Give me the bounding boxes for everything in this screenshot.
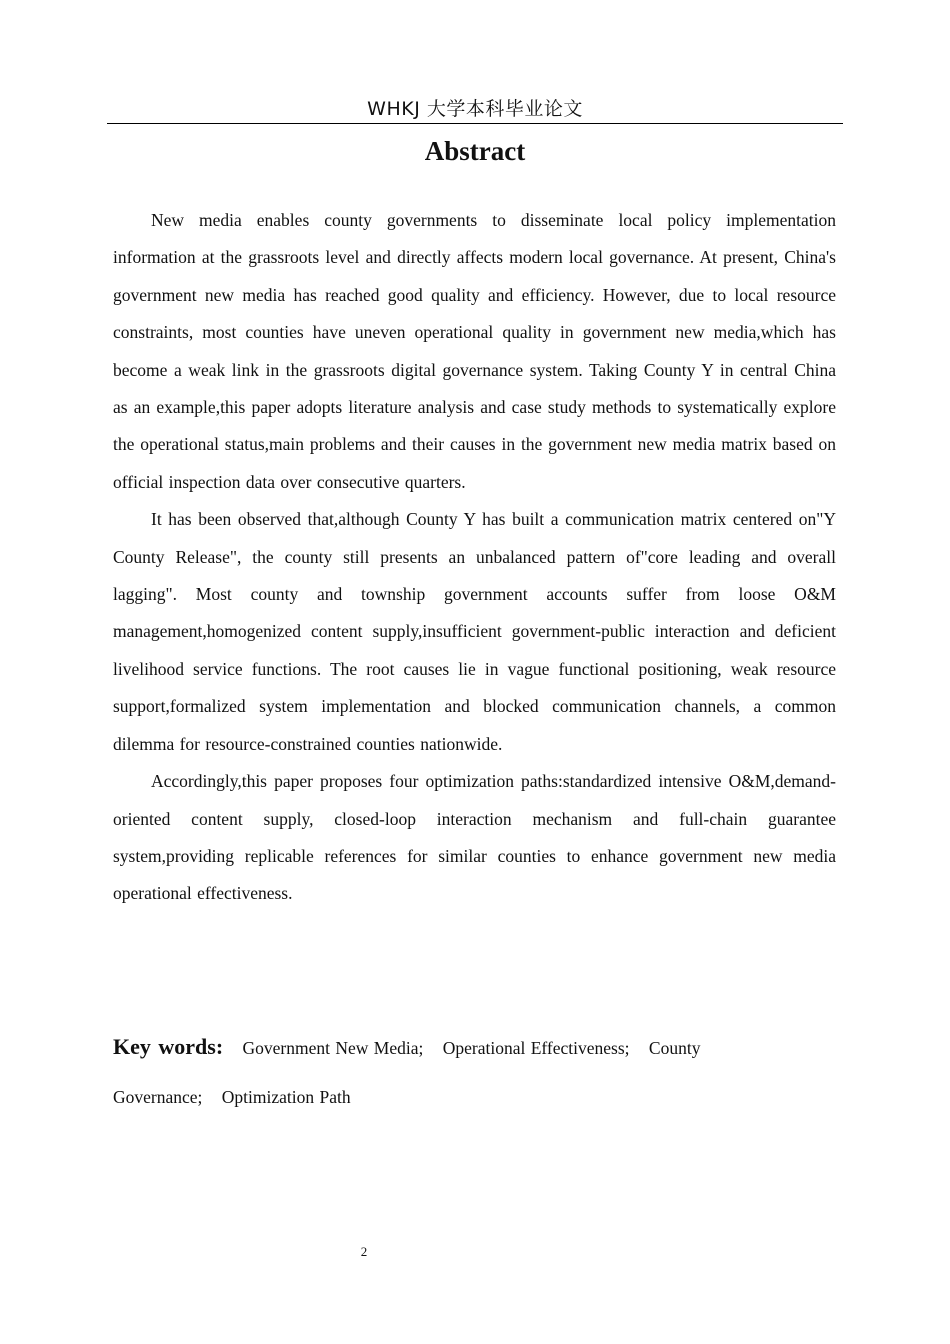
header-rule [107, 123, 843, 124]
keywords-label: Key words: [113, 1034, 224, 1059]
keyword-item: Operational Effectiveness; [442, 1038, 630, 1058]
keyword-item: Optimization Path [221, 1087, 351, 1107]
abstract-paragraph-2: It has been observed that,although County Y has built a communication matrix centered on"Y County Release", the county still presents an unbalanced pattern of"core leading and overall lagging". Most county and township government accounts suffer from loose O&M management,homogenized content supply,insufficient government-public interaction and deficient livelihood service functions. The root causes lie in vague functional positioning, weak resource support,formalized system implementation and blocked communication channels, a common dilemma for resource-constrained counties nationwide. [113, 509, 836, 754]
keyword-item: Government New Media; [242, 1038, 424, 1058]
running-header: WHKJ 大学本科毕业论文 [367, 98, 583, 120]
abstract-body [113, 202, 836, 913]
abstract-paragraph-1: New media enables county governments to disseminate local policy implementation information at the grassroots level and directly affects modern local governance. At present, China's government new media has reached good quality and efficiency. However, due to local resource constraints, most counties have uneven operational quality in government new media,which has become a weak link in the grassroots digital governance system. Taking County Y in central China as an example,this paper adopts literature analysis and case study methods to systematically explore the operational status,main problems and their causes in the government new media matrix based on official inspection data over consecutive quarters. [113, 210, 836, 492]
abstract-paragraph-3: Accordingly,this paper proposes four optimization paths:standardized intensive O&M,demand-oriented content supply, closed-loop interaction mechanism and full-chain guarantee system,providing replicable references for similar counties to enhance government new media operational effectiveness. [113, 771, 836, 904]
abstract-title: Abstract [424, 136, 526, 166]
keyword-item: County Governance; [113, 1038, 701, 1107]
page-number: 2 [360, 1244, 368, 1259]
keywords-block [113, 1022, 773, 1122]
